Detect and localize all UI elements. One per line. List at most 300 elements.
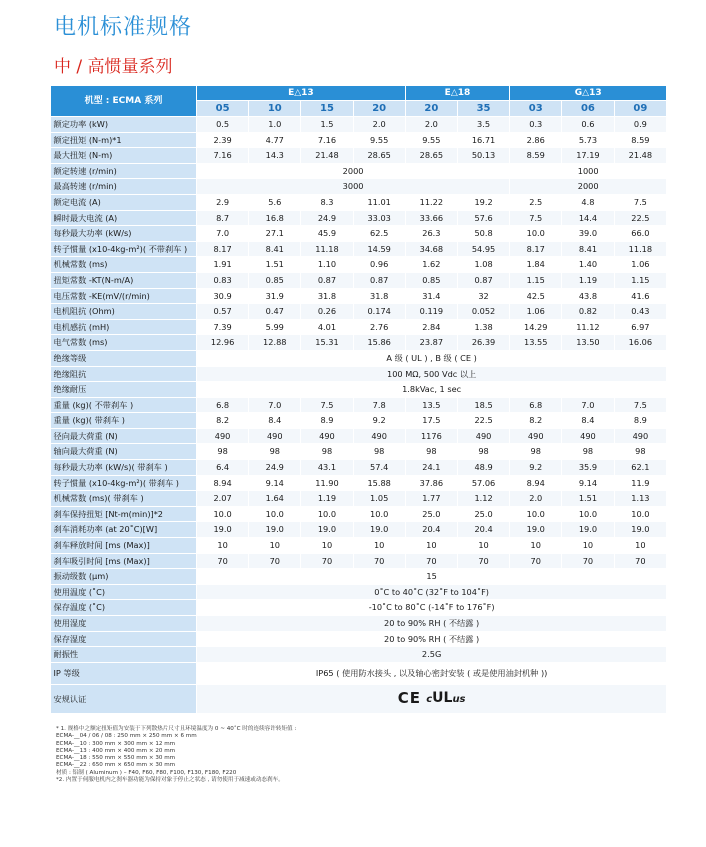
- spec-cell: 10.0: [249, 506, 301, 522]
- spec-row: [51, 506, 667, 522]
- spec-row: [51, 569, 667, 585]
- spec-cell: 1176: [405, 428, 457, 444]
- spec-cell: 28.65: [405, 148, 457, 164]
- spec-cell: 10: [510, 538, 562, 554]
- footnote-line: ECMA-__22 : 650 mm × 650 mm × 30 mm: [56, 762, 176, 769]
- spec-row-label: 额定功率 (kW): [51, 117, 197, 133]
- spec-cell: 8.59: [614, 132, 666, 148]
- spec-cell: 19.0: [510, 522, 562, 538]
- spec-row: [51, 194, 667, 210]
- spec-row-label: 额定电流 (A): [51, 194, 197, 210]
- spec-cell: 10: [197, 538, 249, 554]
- spec-cell: 0.119: [405, 304, 457, 320]
- model-header: 20: [353, 101, 405, 117]
- spec-cell: 0.82: [562, 304, 614, 320]
- spec-row: [51, 413, 667, 429]
- model-header: 20: [405, 101, 457, 117]
- spec-cell: 1.91: [197, 257, 249, 273]
- spec-cell: 8.17: [197, 241, 249, 257]
- spec-cell: 16.8: [249, 210, 301, 226]
- spec-cell: 98: [197, 444, 249, 460]
- spec-cell: 1.12: [457, 491, 509, 507]
- spec-row: [51, 444, 667, 460]
- spec-cell: 490: [562, 428, 614, 444]
- spec-row: [51, 584, 667, 600]
- spec-row: [51, 600, 667, 616]
- model-header: 10: [249, 101, 301, 117]
- spec-cell: 24.1: [405, 460, 457, 476]
- spec-cell: 98: [405, 444, 457, 460]
- spec-cell: 10.0: [510, 226, 562, 242]
- spec-cell: 14.3: [249, 148, 301, 164]
- spec-cell: 57.6: [457, 210, 509, 226]
- spec-cell: 2.84: [405, 319, 457, 335]
- spec-row: [51, 616, 667, 632]
- spec-cell: 11.18: [301, 241, 353, 257]
- page-subtitle: [54, 52, 173, 77]
- spec-cell: 20.4: [457, 522, 509, 538]
- spec-merged-cell: A 级 ( UL ) , B 级 ( CE ): [197, 350, 667, 366]
- spec-row-label: 最大扭矩 (N-m): [51, 148, 197, 164]
- model-header: 05: [197, 101, 249, 117]
- spec-row-label: 每秒最大功率 (kW/s)( 带刹车 ): [51, 460, 197, 476]
- spec-cell: 15.88: [353, 475, 405, 491]
- footnotes: [56, 726, 666, 784]
- spec-cell: 14.59: [353, 241, 405, 257]
- group-header: G△13: [510, 86, 667, 101]
- spec-row-label: IP 等级: [51, 662, 197, 684]
- spec-cell: 34.68: [405, 241, 457, 257]
- spec-cell: 0.47: [249, 304, 301, 320]
- spec-cell: 11.9: [614, 475, 666, 491]
- spec-row-label: 转子惯量 (x10-4kg-m²)( 带刹车 ): [51, 475, 197, 491]
- footnote-line: * 1. 规格中之额定扭矩值为安装于下列散热片尺寸且环境温度为 0 ~ 40˚C 时的连续容许转矩值 :: [56, 726, 297, 732]
- spec-row: [51, 132, 667, 148]
- spec-cell: 24.9: [249, 460, 301, 476]
- spec-cell: 20.4: [405, 522, 457, 538]
- spec-table: [50, 86, 666, 713]
- spec-row: [51, 288, 667, 304]
- spec-cell: 57.06: [457, 475, 509, 491]
- spec-cell: 37.86: [405, 475, 457, 491]
- spec-cell: 28.65: [353, 148, 405, 164]
- spec-cell: 13.5: [405, 397, 457, 413]
- spec-merged-cell: 2000: [197, 163, 510, 179]
- spec-row-label: 绝缘等级: [51, 350, 197, 366]
- spec-row: [51, 241, 667, 257]
- group-header: E△13: [197, 86, 406, 101]
- spec-cell: 8.9: [301, 413, 353, 429]
- spec-cell: 31.8: [301, 288, 353, 304]
- subtitle-rest: 高惯量系列: [87, 57, 173, 77]
- group-header: E△18: [405, 86, 509, 101]
- spec-cell: 31.9: [249, 288, 301, 304]
- spec-cell: 27.1: [249, 226, 301, 242]
- spec-cell: 7.8: [353, 397, 405, 413]
- spec-cell: 16.06: [614, 335, 666, 351]
- spec-cell: 2.39: [197, 132, 249, 148]
- spec-cell: 1.5: [301, 117, 353, 133]
- spec-cell: 70: [197, 553, 249, 569]
- spec-cell: 0.85: [405, 272, 457, 288]
- spec-cell: 10.0: [301, 506, 353, 522]
- spec-cell: 9.2: [353, 413, 405, 429]
- spec-row: [51, 319, 667, 335]
- spec-cell: 35.9: [562, 460, 614, 476]
- spec-row-label: 保存温度 (˚C): [51, 600, 197, 616]
- spec-cell: 24.9: [301, 210, 353, 226]
- spec-cell: 490: [301, 428, 353, 444]
- spec-cell: 98: [510, 444, 562, 460]
- model-header: 06: [562, 101, 614, 117]
- spec-cell: 490: [197, 428, 249, 444]
- spec-cell: 8.94: [197, 475, 249, 491]
- spec-cell: 10.0: [562, 506, 614, 522]
- spec-cell: 1.06: [510, 304, 562, 320]
- spec-cell: 1.0: [249, 117, 301, 133]
- spec-cell: 2.07: [197, 491, 249, 507]
- spec-cell: 70: [510, 553, 562, 569]
- spec-cell: 10: [457, 538, 509, 554]
- spec-cell: 26.3: [405, 226, 457, 242]
- spec-cell: 16.71: [457, 132, 509, 148]
- spec-cell: 8.3: [301, 194, 353, 210]
- spec-row: [51, 179, 667, 195]
- spec-cell: 0.174: [353, 304, 405, 320]
- spec-row-label: 电机感抗 (mH): [51, 319, 197, 335]
- spec-cell: 0.43: [614, 304, 666, 320]
- spec-cell: 70: [405, 553, 457, 569]
- spec-row: [51, 491, 667, 507]
- spec-cell: 11.90: [301, 475, 353, 491]
- group-header-row: [51, 86, 667, 101]
- spec-cell: 12.88: [249, 335, 301, 351]
- spec-cell: 19.0: [301, 522, 353, 538]
- ul-c-text: c: [426, 693, 433, 705]
- spec-row: [51, 428, 667, 444]
- spec-cell: 17.19: [562, 148, 614, 164]
- spec-cell: 1.84: [510, 257, 562, 273]
- spec-cell: 6.8: [197, 397, 249, 413]
- spec-cell: 70: [301, 553, 353, 569]
- spec-cell: 23.87: [405, 335, 457, 351]
- spec-row: [51, 366, 667, 382]
- spec-cell: 10.0: [353, 506, 405, 522]
- spec-cell: 43.8: [562, 288, 614, 304]
- spec-cell: 7.0: [249, 397, 301, 413]
- spec-cell: 7.16: [197, 148, 249, 164]
- spec-cell: 98: [614, 444, 666, 460]
- ce-mark-text: CE: [397, 689, 421, 708]
- spec-cell: 2.76: [353, 319, 405, 335]
- spec-cell: 31.8: [353, 288, 405, 304]
- spec-row-label: 使用温度 (˚C): [51, 584, 197, 600]
- spec-cell: 32: [457, 288, 509, 304]
- spec-cell: 9.14: [249, 475, 301, 491]
- spec-cell: 45.9: [301, 226, 353, 242]
- spec-cell: 1.08: [457, 257, 509, 273]
- spec-cell: 1.51: [562, 491, 614, 507]
- spec-row-label: 扭矩常数 -KT(N-m/A): [51, 272, 197, 288]
- spec-row: [51, 163, 667, 179]
- spec-cell: 8.4: [562, 413, 614, 429]
- spec-cell: 490: [249, 428, 301, 444]
- spec-row-label: 保存湿度: [51, 631, 197, 647]
- spec-cell: 0.85: [249, 272, 301, 288]
- spec-cell: 13.55: [510, 335, 562, 351]
- spec-row-label: 振动级数 (μm): [51, 569, 197, 585]
- spec-cell: 2.9: [197, 194, 249, 210]
- spec-row-label: 瞬时最大电流 (A): [51, 210, 197, 226]
- spec-row-label: 电气常数 (ms): [51, 335, 197, 351]
- spec-row-label: 使用湿度: [51, 616, 197, 632]
- spec-row-label: 转子惯量 (x10-4kg-m²)( 不带刹车 ): [51, 241, 197, 257]
- spec-cell: 10: [301, 538, 353, 554]
- footnote-line: ECMA-__04 / 06 / 08 : 250 mm × 250 mm × 6 mm: [56, 733, 197, 740]
- subtitle-separator: /: [76, 57, 83, 77]
- spec-cell: 70: [249, 553, 301, 569]
- spec-cell: 25.0: [457, 506, 509, 522]
- spec-cell: 4.01: [301, 319, 353, 335]
- spec-cell: 1.15: [614, 272, 666, 288]
- spec-cell: 10.0: [614, 506, 666, 522]
- spec-row-certification: [51, 684, 667, 713]
- spec-cell: 2.86: [510, 132, 562, 148]
- model-header: 35: [457, 101, 509, 117]
- spec-row-label: 电机阻抗 (Ohm): [51, 304, 197, 320]
- spec-cell: 98: [301, 444, 353, 460]
- spec-cell: 6.4: [197, 460, 249, 476]
- spec-row: [51, 210, 667, 226]
- spec-cell: 22.5: [457, 413, 509, 429]
- spec-cell: 0.26: [301, 304, 353, 320]
- spec-cell: 22.5: [614, 210, 666, 226]
- footnote-line: ECMA-__18 : 550 mm × 550 mm × 30 mm: [56, 755, 176, 762]
- spec-cell: 57.4: [353, 460, 405, 476]
- spec-cell: 8.59: [510, 148, 562, 164]
- spec-merged-cell: 20 to 90% RH ( 不结露 ): [197, 631, 667, 647]
- model-header: 15: [301, 101, 353, 117]
- spec-row: [51, 631, 667, 647]
- spec-cell: 1.51: [249, 257, 301, 273]
- spec-cell: 6.97: [614, 319, 666, 335]
- spec-cell: 4.8: [562, 194, 614, 210]
- spec-cell: 26.39: [457, 335, 509, 351]
- spec-cell: 25.0: [405, 506, 457, 522]
- spec-cell: 70: [614, 553, 666, 569]
- spec-cell: 0.96: [353, 257, 405, 273]
- spec-cell: 490: [353, 428, 405, 444]
- spec-cell: 2.5: [510, 194, 562, 210]
- spec-cell: 490: [614, 428, 666, 444]
- spec-cell: 2.0: [353, 117, 405, 133]
- spec-cell: 12.96: [197, 335, 249, 351]
- spec-row-label: 轴向最大荷重 (N): [51, 444, 197, 460]
- spec-cell: 48.9: [457, 460, 509, 476]
- spec-merged-cell: 20 to 90% RH ( 不结露 ): [197, 616, 667, 632]
- spec-row: [51, 553, 667, 569]
- spec-cell: 8.17: [510, 241, 562, 257]
- spec-merged-cell: 100 MΩ, 500 Vdc 以上: [197, 366, 667, 382]
- spec-cell: 8.41: [562, 241, 614, 257]
- spec-row-label: 刹车吸引时间 [ms (Max)]: [51, 553, 197, 569]
- model-header: 03: [510, 101, 562, 117]
- spec-cell: 0.3: [510, 117, 562, 133]
- spec-cell: 7.16: [301, 132, 353, 148]
- spec-cell: 5.6: [249, 194, 301, 210]
- spec-cell: 21.48: [301, 148, 353, 164]
- spec-cell: 13.50: [562, 335, 614, 351]
- spec-cell: 62.1: [614, 460, 666, 476]
- spec-cell: 0.6: [562, 117, 614, 133]
- spec-cell: 10.0: [197, 506, 249, 522]
- spec-cell: 19.0: [197, 522, 249, 538]
- spec-row-label: 最高转速 (r/min): [51, 179, 197, 195]
- spec-row: [51, 226, 667, 242]
- certification-marks: [197, 684, 667, 713]
- ce-mark-icon: [398, 685, 421, 712]
- spec-cell: 15.31: [301, 335, 353, 351]
- spec-row: [51, 475, 667, 491]
- spec-cell: 50.8: [457, 226, 509, 242]
- spec-cell: 98: [249, 444, 301, 460]
- spec-row-label: 绝缘阻抗: [51, 366, 197, 382]
- spec-cell: 18.5: [457, 397, 509, 413]
- spec-cell: 10: [614, 538, 666, 554]
- spec-cell: 19.2: [457, 194, 509, 210]
- spec-cell: 8.7: [197, 210, 249, 226]
- spec-cell: 10: [562, 538, 614, 554]
- spec-row-label: 刹车保持扭矩 [Nt-m(min)]*2: [51, 506, 197, 522]
- spec-row-label: 刹车释放时间 [ms (Max)]: [51, 538, 197, 554]
- spec-row-label: 耐振性: [51, 647, 197, 663]
- spec-cell: 1.77: [405, 491, 457, 507]
- spec-cell: 1.38: [457, 319, 509, 335]
- spec-row-label: 额定扭矩 (N-m)*1: [51, 132, 197, 148]
- spec-cell: 19.0: [614, 522, 666, 538]
- spec-cell: 8.2: [197, 413, 249, 429]
- spec-cell: 4.77: [249, 132, 301, 148]
- spec-cell: 9.14: [562, 475, 614, 491]
- spec-cell: 0.87: [301, 272, 353, 288]
- spec-merged-cell: 15: [197, 569, 667, 585]
- spec-row-label: 安规认证: [51, 684, 197, 713]
- spec-row-label: 径向最大荷重 (N): [51, 428, 197, 444]
- spec-cell: 70: [457, 553, 509, 569]
- spec-cell: 7.5: [614, 194, 666, 210]
- spec-cell: 8.41: [249, 241, 301, 257]
- spec-row: [51, 460, 667, 476]
- spec-row: [51, 257, 667, 273]
- spec-cell: 5.73: [562, 132, 614, 148]
- spec-cell: 19.0: [353, 522, 405, 538]
- spec-cell: 1.64: [249, 491, 301, 507]
- spec-cell: 70: [353, 553, 405, 569]
- spec-merged-cell: 2000: [510, 179, 667, 195]
- spec-cell: 490: [457, 428, 509, 444]
- spec-cell: 2.0: [405, 117, 457, 133]
- spec-cell: 7.39: [197, 319, 249, 335]
- spec-merged-cell: 3000: [197, 179, 510, 195]
- page-title: 电机标准规格: [54, 15, 193, 40]
- spec-cell: 2.0: [510, 491, 562, 507]
- spec-row-label: 额定转速 (r/min): [51, 163, 197, 179]
- spec-row-label: 刹车消耗功率 (at 20˚C)[W]: [51, 522, 197, 538]
- spec-row: [51, 148, 667, 164]
- spec-row: [51, 538, 667, 554]
- spec-cell: 62.5: [353, 226, 405, 242]
- spec-row: [51, 117, 667, 133]
- spec-cell: 7.5: [301, 397, 353, 413]
- spec-row-ip: [51, 662, 667, 684]
- spec-cell: 21.48: [614, 148, 666, 164]
- spec-cell: 0.57: [197, 304, 249, 320]
- spec-row-label: 绝缘耐压: [51, 382, 197, 398]
- spec-cell: 1.15: [510, 272, 562, 288]
- spec-row: [51, 647, 667, 663]
- spec-row: [51, 522, 667, 538]
- spec-cell: 42.5: [510, 288, 562, 304]
- spec-cell: 490: [510, 428, 562, 444]
- spec-cell: 7.5: [614, 397, 666, 413]
- spec-cell: 1.06: [614, 257, 666, 273]
- spec-cell: 98: [353, 444, 405, 460]
- spec-cell: 9.2: [510, 460, 562, 476]
- spec-row: [51, 272, 667, 288]
- ul-us-text: us: [452, 693, 466, 705]
- spec-table-body: [51, 117, 667, 713]
- spec-row-label: 电压常数 -KE(mV/(r/min): [51, 288, 197, 304]
- spec-cell: 10: [353, 538, 405, 554]
- footnote-line: ECMA-__10 : 300 mm × 300 mm × 12 mm: [56, 740, 176, 747]
- spec-cell: 11.12: [562, 319, 614, 335]
- spec-row: [51, 304, 667, 320]
- spec-cell: 1.19: [301, 491, 353, 507]
- spec-cell: 70: [562, 553, 614, 569]
- spec-cell: 1.62: [405, 257, 457, 273]
- spec-row: [51, 350, 667, 366]
- spec-cell: 8.9: [614, 413, 666, 429]
- spec-cell: 54.95: [457, 241, 509, 257]
- spec-cell: 7.0: [197, 226, 249, 242]
- spec-cell: 10.0: [510, 506, 562, 522]
- spec-cell: 50.13: [457, 148, 509, 164]
- spec-cell: 6.8: [510, 397, 562, 413]
- spec-merged-cell: 0˚C to 40˚C (32˚F to 104˚F): [197, 584, 667, 600]
- spec-row: [51, 382, 667, 398]
- spec-cell: 10: [405, 538, 457, 554]
- spec-row: [51, 397, 667, 413]
- spec-row-label: 重量 (kg)( 不带刹车 ): [51, 397, 197, 413]
- spec-cell: 0.87: [353, 272, 405, 288]
- spec-cell: 31.4: [405, 288, 457, 304]
- spec-cell: 66.0: [614, 226, 666, 242]
- footnote-line: *2. 内置于伺服电机内之刹车器功能为保持对象于停止之状态 , 请勿使用于减速或动态刹车。: [56, 777, 284, 784]
- spec-cell: 19.0: [249, 522, 301, 538]
- spec-row: [51, 335, 667, 351]
- spec-cell: 5.99: [249, 319, 301, 335]
- spec-merged-cell: 1.8kVac, 1 sec: [197, 382, 667, 398]
- spec-cell: 1.10: [301, 257, 353, 273]
- spec-merged-cell: 1000: [510, 163, 667, 179]
- spec-cell: 43.1: [301, 460, 353, 476]
- spec-cell: 8.4: [249, 413, 301, 429]
- spec-cell: 9.55: [353, 132, 405, 148]
- spec-cell: 98: [562, 444, 614, 460]
- spec-cell: 9.55: [405, 132, 457, 148]
- spec-cell: 14.29: [510, 319, 562, 335]
- spec-cell: 0.9: [614, 117, 666, 133]
